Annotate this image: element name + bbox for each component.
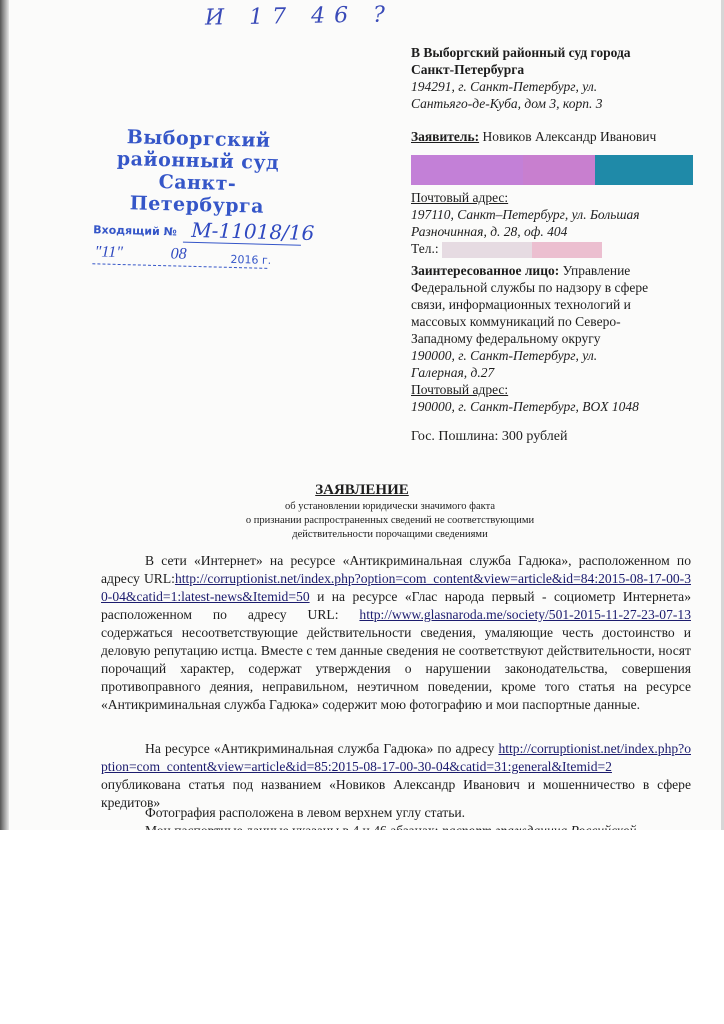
paragraph-2-text-b: опубликована статья под названием «Новиков Александр Иванович и мошенничество в сфере кредитов» [101, 777, 691, 810]
applicant-postal-line2: Разночинная, д. 28, оф. 404 [411, 224, 568, 239]
document-subtitle-line1: об установлении юридически значимого факта [285, 501, 495, 512]
interested-address-line1: 190000, г. Санкт-Петербург, ул. [411, 348, 598, 363]
stamp-line-city: Санкт-Петербурга [129, 170, 265, 218]
stamp-date-month: 08 [170, 245, 187, 263]
paragraph-1 [101, 552, 691, 714]
paragraph-1-link-glasnaroda[interactable]: http://www.glasnaroda.me/society/501-2015-11-27-23-07-13 [359, 607, 691, 622]
paragraph-1-text-a: В сети «Интернет» на ресурсе «Антикриминальная служба Гадюка», расположенном по адресу URL: [101, 553, 691, 586]
document-subtitle-line3: действительности порочащими сведениями [292, 529, 488, 540]
court-incoming-stamp [90, 125, 315, 278]
interested-party-line-3: массовых коммуникаций по Северо- [411, 314, 621, 329]
stamp-incoming-number: М-11018/16 [190, 217, 315, 246]
court-addressee-block [411, 44, 701, 112]
interested-party-line-1: Федеральной службы по надзору в сфере [411, 280, 649, 295]
state-fee: Гос. Пошлина: 300 рублей [411, 429, 568, 444]
stamp-incoming-label: Входящий № [93, 223, 178, 239]
document-title: ЗАЯВЛЕНИЕ [315, 482, 409, 498]
stamp-date-day: "11" [94, 243, 124, 262]
paragraph-2-text-a: На ресурсе «Антикриминальная служба Гадюка» по адресу [145, 741, 499, 756]
court-name-line2: Санкт-Петербурга [411, 62, 525, 77]
applicant-postal-line1: 197110, Санкт–Петербург, ул. Большая [411, 207, 640, 222]
interested-party-block [411, 262, 701, 415]
stamp-date-year: 2016 г. [230, 252, 272, 267]
applicant-name: Новиков Александр Иванович [482, 129, 657, 144]
handwritten-registration-number: И 17 46 ? [204, 2, 395, 31]
redaction-block-purple [411, 155, 523, 185]
court-address-line1: 194291, г. Санкт-Петербург, ул. [411, 79, 598, 94]
applicant-label: Заявитель: [411, 129, 480, 144]
applicant-phone-line [411, 240, 701, 258]
stamp-line-district: районный суд [116, 147, 280, 175]
applicant-block [411, 128, 701, 258]
document-subtitle-line2: о признании распространенных сведений не соответствующими [245, 515, 535, 526]
applicant-redacted-area [411, 145, 701, 183]
applicant-postal-label: Почтовый адрес: [411, 190, 509, 205]
paragraph-3 [101, 804, 691, 822]
court-address-line2: Сантьяго-де-Куба, дом 3, корп. 3 [411, 96, 603, 111]
redaction-block-pink [523, 155, 595, 185]
redaction-phone-grey [442, 242, 532, 258]
paragraph-1-text-b: и на ресурсе «Глас народа первый - социометр Интернета» расположенном по адресу URL: [101, 589, 691, 622]
court-name-line1: В Выборгский районный суд города [411, 45, 631, 60]
applicant-line [411, 128, 701, 145]
redaction-block-teal [595, 155, 693, 185]
paragraph-2 [101, 740, 691, 812]
interested-party-line-0: Управление [562, 263, 631, 278]
paragraph-2-link-corruptionist[interactable]: http://corruptionist.net/index.php?option=com_content&view=article&id=85:2015-08-17-00-30-04&catid=31:general&Itemid=2 [101, 741, 691, 774]
paragraph-1-text-c: содержаться несоответствующие действительности сведения, умаляющие честь достоинство и деловую репутацию истца. Вместе с тем данные сведения не соответствуют действительности, носят порочащий характер, содержат утверждения о нарушении законодательства, совершения противоправного деяния, неправильном, неэтичном поведении, кроме того статья на ресурсе «Антикриминальная служба Гадюка» содержит мою фотографию и мои паспортные данные. [101, 625, 691, 712]
paragraph-1-link-corruptionist[interactable]: http://corruptionist.net/index.php?option=com_content&view=article&id=84:2015-08-17-00-30-04&catid=1:latest-news&Itemid=50 [101, 571, 691, 604]
applicant-phone-label: Тел.: [411, 241, 439, 256]
stamp-line-court: Выборгский [126, 126, 271, 152]
blank-scan-area [0, 830, 724, 1024]
interested-postal-label: Почтовый адрес: [411, 382, 509, 397]
interested-party-line-4: Западному федеральному округу [411, 331, 601, 346]
interested-postal-value: 190000, г. Санкт-Петербург, BOX 1048 [411, 399, 639, 414]
interested-party-line-2: связи, информационных технологий и [411, 297, 631, 312]
scan-edge-left [0, 0, 9, 830]
paragraph-3-text: Фотография расположена в левом верхнем углу статьи. [145, 805, 466, 820]
interested-address-line2: Галерная, д.27 [411, 365, 495, 380]
redaction-phone-pink [532, 242, 602, 258]
interested-party-label: Заинтересованное лицо: [411, 263, 560, 278]
